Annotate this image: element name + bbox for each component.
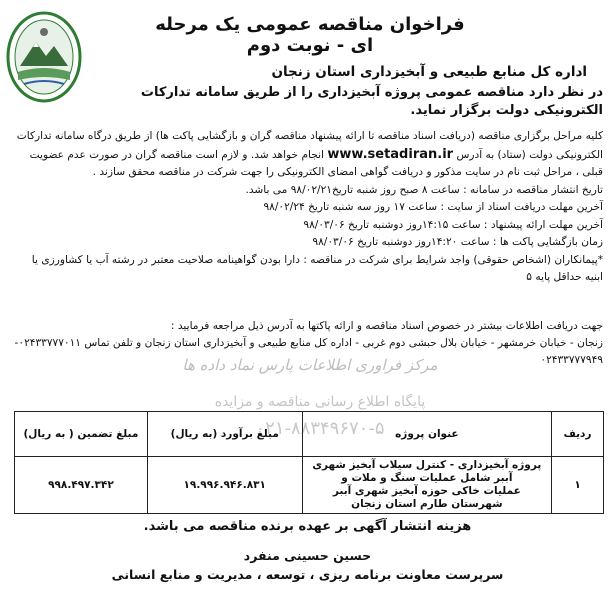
watermark-text: مرکز فراوری اطلاعات پارس نماد داده ها [182, 356, 438, 374]
row-guarantee: ۹۹۸.۴۹۷.۳۴۲ [15, 457, 148, 514]
signature-block [0, 546, 615, 584]
contact-intro: جهت دریافت اطلاعات بیشتر در خصوص اسناد مناقصه و ارائه پاکتها به آدرس ذیل مراجعه فرمایید : [170, 320, 603, 332]
signer-name: حسین حسینی منفرد [243, 548, 372, 563]
notice-intro: در نظر دارد مناقصه عمومی پروژه آبخیزداری را از طریق سامانه تدارکات الکترونیکی دولت برگزار نماید. [140, 85, 603, 118]
opening-time-line: زمان بازگشایی پاکت ها : ساعت ۱۴:۲۰روز دوشنبه تاریخ ۹۸/۰۳/۰۶ [312, 236, 603, 248]
column-header-title: عنوان پروژه [302, 412, 551, 457]
organization-name: اداره کل منابع طبیعی و آبخیزداری استان زنجان [271, 64, 587, 80]
procedure-text-part-1: کلیه مراحل برگزاری مناقصه (دریافت اسناد مناقصه تا ارائه پیشنهاد مناقصه گران و بازگشایی پاکت ها) از طریق درگاه سامانه تدارکات الکترونیکی دولت (ستاد) به آدرس [16, 130, 603, 161]
row-title [302, 457, 551, 514]
document-deadline-line: آخرین مهلت دریافت اسناد از سایت : ساعت ۱۷ روز سه شنبه تاریخ ۹۸/۰۲/۲۴ [263, 201, 603, 213]
notice-body [14, 128, 603, 287]
table-row [15, 457, 604, 514]
notice-title: فراخوان مناقصه عمومی یک مرحله ای - نوبت دوم [155, 14, 465, 56]
setad-website-link[interactable]: www.setadiran.ir [327, 146, 454, 162]
watermark-site: پایگاه اطلاع رسانی مناقصه و مزایده [214, 394, 426, 410]
signer-title: سرپرست معاونت برنامه ریزی ، توسعه ، مدیریت و منابع انسانی [111, 567, 504, 582]
row-title-line-1: پروژه آبخیزداری - کنترل سیلاب آبخیز شهری آببر شامل عملیات سنگ و ملات و [312, 459, 542, 484]
procedure-text-part-2: انجام خواهد شد. و لازم است مناقصه گران در صورت عدم عضویت قبلی ، مراحل ثبت نام در سایت مذکور و دریافت گواهی امضای الکترونیکی را جهت شرکت در مناقصه محقق سازند . [29, 148, 603, 178]
column-header-estimate: مبلغ برآورد (به ریال) [147, 412, 302, 457]
column-header-guarantee: مبلغ تضمین ( به ریال) [15, 412, 148, 457]
publication-fee-note: هزینه انتشار آگهی بر عهده برنده مناقصه می باشد. [143, 519, 472, 534]
row-estimate: ۱۹.۹۹۶.۹۴۶.۸۳۱ [147, 457, 302, 514]
organization-logo [4, 8, 84, 106]
qualification-line: *پیمانکاران (اشخاص حقوقی) واجد شرایط برای شرکت در مناقصه : دارا بودن گواهینامه صلاحیت معتبر در رشته آب یا کشاورزی یا ابنیه حداقل پایه ۵ [31, 253, 603, 283]
column-header-index: ردیف [552, 412, 604, 457]
publish-date-line: تاریخ انتشار مناقصه در سامانه : ساعت ۸ صبح روز شنبه تاریخ۹۸/۰۲/۲۱ می باشد. [245, 183, 603, 196]
table-header-row [15, 412, 604, 457]
watermark-phone: ۰۲۱-۸۸۳۴۹۶۷۰-۵ [255, 418, 385, 439]
offer-deadline-line: آخرین مهلت ارائه پیشنهاد : ساعت ۱۴:۱۵روز دوشنبه تاریخ ۹۸/۰۳/۰۶ [303, 218, 603, 231]
procedure-paragraph [14, 128, 603, 182]
row-index: ۱ [552, 457, 604, 514]
contact-phone: ۰۲۴۳۳۷۷۷۹۴۹ [540, 354, 603, 366]
projects-table [14, 411, 604, 514]
row-title-line-2: عملیات خاکی حوزه آبخیز شهری آببر شهرستان طارم استان زنجان [332, 485, 521, 510]
contact-address: زنجان - خیابان خرمشهر - خیابان بلال حبشی دوم غربی - اداره کل منابع طبیعی و آبخیزداری استان زنجان و تلفن تماس ۰۲۴۳۳۷۷۷۰۱۱- [14, 337, 603, 349]
